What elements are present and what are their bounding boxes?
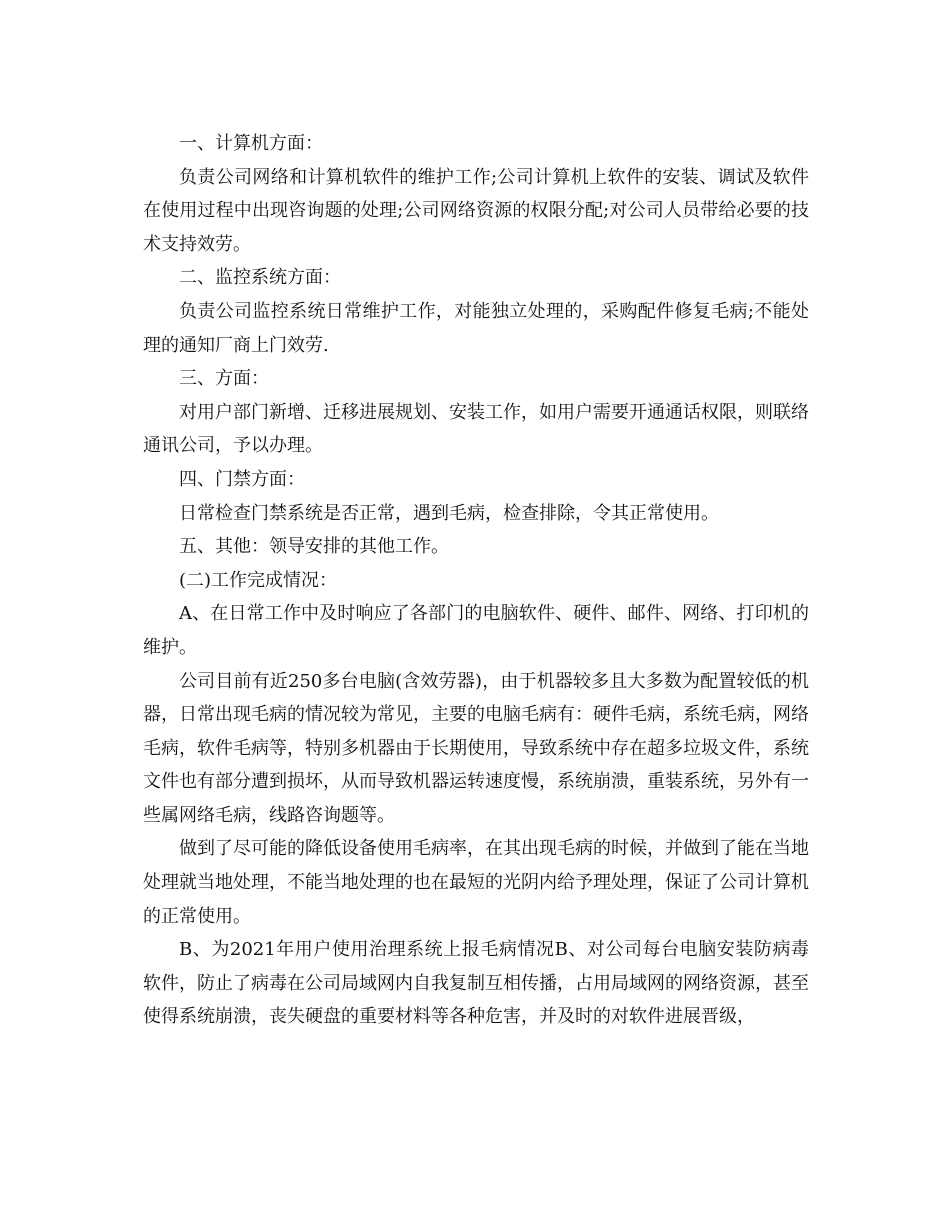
paragraph-access-control-duties: 日常检查门禁系统是否正常，遇到毛病，检查排除，令其正常使用。 — [179, 502, 719, 524]
section-heading-access-control: 四、门禁方面： — [179, 468, 305, 490]
section-heading-other: 五、其他：领导安排的其他工作。 — [179, 536, 449, 558]
paragraph-item-a: A、在日常工作中及时响应了各部门的电脑软件、硬件、邮件、网络、打印机的维护。 — [143, 603, 809, 658]
section-heading-monitoring: 二、监控系统方面： — [179, 267, 341, 289]
paragraph-failure-handling: 做到了尽可能的降低设备使用毛病率，在其出现毛病的时候，并做到了能在当地处理就当地处理，不能当地处理的也在最短的光阴内给予理处理，保证了公司计算机的正常使用。 — [143, 838, 809, 927]
paragraph-item-b: B、为2021年用户使用治理系统上报毛病情况B、对公司每台电脑安装防病毒软件，防止了病毒在公司局域网内自我复制互相传播，占用局域网的网络资源，甚至使得系统崩溃，丧失硬盘的重要材料等各种危害，并及时的对软件进展晋级， — [143, 939, 809, 1028]
paragraph-telephony-duties: 对用户部门新增、迁移进展规划、安装工作，如用户需要开通通话权限，则联络通讯公司，予以办理。 — [143, 401, 809, 457]
paragraph-computer-duties: 负责公司网络和计算机软件的维护工作;公司计算机上软件的安装、调试及软件在使用过程中出现咨询题的处理;公司网络资源的权限分配;对公司人员带给必要的技术支持效劳。 — [143, 166, 809, 255]
paragraph-monitoring-duties: 负责公司监控系统日常维护工作，对能独立处理的，采购配件修复毛病;不能处理的通知厂商上门效劳. — [143, 300, 809, 356]
section-heading-computer: 一、计算机方面： — [179, 133, 323, 154]
section-heading-three: 三、方面： — [179, 368, 269, 390]
paragraph-computer-count: 公司目前有近250多台电脑(含效劳器)，由于机器较多且大多数为配置较低的机器，日常出现毛病的情况较为常见，主要的电脑毛病有：硬件毛病，系统毛病，网络毛病，软件毛病等，特别多机器由于长期使用，导致系统中存在超多垃圾文件，系统文件也有部分遭到损坏，从而导致机器运转速度慢，系统崩溃，重装系统，另外有一些属网络毛病，线路咨询题等。 — [143, 670, 809, 826]
section-heading-work-status: (二)工作完成情况： — [179, 569, 338, 591]
document-body — [143, 127, 809, 1034]
